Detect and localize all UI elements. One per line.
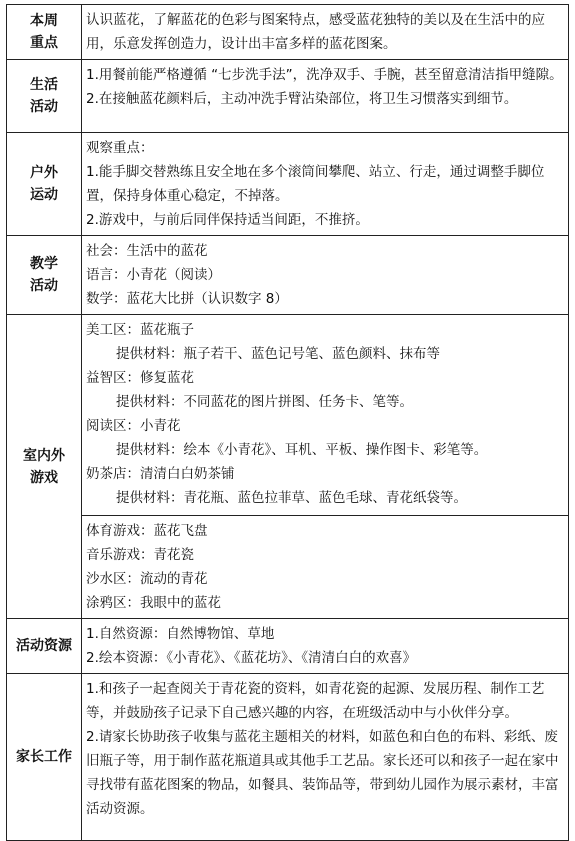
row-games-indoor <box>7 315 569 516</box>
row-content <box>82 133 569 236</box>
content-line: 1.自然资源：自然博物馆、草地 <box>86 626 275 642</box>
content-line: 2.绘本资源：《小青花》、《蓝花坊》、《清清白白的欢喜》 <box>86 650 417 666</box>
content-line: 2.请家长协助孩子收集与蓝花主题相关的材料，如蓝色和白色的布料、彩纸、废旧瓶子等，用于制作蓝花瓶道具或其他手工艺品。家长还可以和孩子一起在家中寻找带有蓝花图案的物品，如餐具、装饰品等，带到幼儿园作为展示素材，丰富活动资源。 <box>86 729 559 817</box>
heading-line: 生活 <box>30 77 58 93</box>
content-line: 社会：生活中的蓝花 <box>86 243 208 259</box>
content-line: 语言：小青花（阅读） <box>86 267 221 283</box>
row-games-outdoor <box>7 516 569 619</box>
heading-line: 本周 <box>30 13 58 29</box>
row-content <box>82 674 569 841</box>
heading-line: 重点 <box>30 35 58 51</box>
heading-line: 室内外 <box>23 447 65 464</box>
row-heading <box>7 236 82 315</box>
heading-line: 运动 <box>30 187 58 203</box>
heading-line: 游戏 <box>30 469 58 486</box>
heading-line: 家长工作 <box>16 749 72 765</box>
row-heading <box>7 133 82 236</box>
materials-line: 提供材料：绘本《小青花》、耳机、平板、操作图卡、彩笔等。 <box>116 442 488 458</box>
row-heading <box>7 674 82 841</box>
row-content <box>82 236 569 315</box>
materials-line: 提供材料：青花瓶、蓝色拉菲草、蓝色毛球、青花纸袋等。 <box>116 490 467 506</box>
row-heading <box>7 619 82 674</box>
row-heading <box>7 60 82 133</box>
content-line: 1.能手脚交替熟练且安全地在多个滚筒间攀爬、站立、行走，通过调整手脚位置，保持身体重心稳定，不掉落。 <box>86 164 545 204</box>
content-line: 认识蓝花，了解蓝花的色彩与图案特点，感受蓝花独特的美以及在生活中的应用，乐意发挥创造力，设计出丰富多样的蓝花图案。 <box>86 12 545 52</box>
content-line: 涂鸦区：我眼中的蓝花 <box>86 595 221 611</box>
content-line: 1.用餐前能严格遵循 “七步洗手法”，洗净双手、手腕，甚至留意清洁指甲缝隙。 <box>86 67 563 83</box>
weekly-plan-table <box>6 4 569 841</box>
row-teaching-activities <box>7 236 569 315</box>
row-daily-life <box>7 60 569 133</box>
content-line: 观察重点： <box>86 140 154 156</box>
indoor-games-content <box>82 315 569 516</box>
row-content <box>82 60 569 133</box>
content-line: 音乐游戏：青花瓷 <box>86 547 194 563</box>
area-line: 益智区：修复蓝花 <box>86 370 194 386</box>
content-line: 1.和孩子一起查阅关于青花瓷的资料，如青花瓷的起源、发展历程、制作工艺等，并鼓励孩子记录下自己感兴趣的内容，在班级活动中与小伙伴分享。 <box>86 681 545 721</box>
row-parent-work <box>7 674 569 841</box>
area-line: 阅读区：小青花 <box>86 418 181 434</box>
row-heading <box>7 5 82 60</box>
heading-line: 教学 <box>30 256 58 272</box>
heading-line: 户外 <box>30 165 58 181</box>
outdoor-games-content <box>82 516 569 619</box>
row-content <box>82 619 569 674</box>
row-outdoor-exercise <box>7 133 569 236</box>
heading-line: 活动资源 <box>16 638 72 654</box>
content-line: 2.游戏中，与前后同伴保持适当间距，不推挤。 <box>86 212 369 228</box>
content-line: 2.在接触蓝花颜料后，主动冲洗手臂沾染部位，将卫生习惯落实到细节。 <box>86 91 518 107</box>
heading-line: 活动 <box>30 278 58 294</box>
area-line: 美工区：蓝花瓶子 <box>86 322 194 338</box>
content-line: 体育游戏：蓝花飞盘 <box>86 523 208 539</box>
materials-line: 提供材料：不同蓝花的图片拼图、任务卡、笔等。 <box>116 394 413 410</box>
materials-line: 提供材料：瓶子若干、蓝色记号笔、蓝色颜料、抹布等 <box>116 346 440 362</box>
row-heading <box>7 315 82 619</box>
row-content <box>82 5 569 60</box>
heading-line: 活动 <box>30 99 58 115</box>
content-line: 沙水区：流动的青花 <box>86 571 208 587</box>
row-activity-resources <box>7 619 569 674</box>
content-line: 数学：蓝花大比拼（认识数字 8） <box>86 291 288 307</box>
row-weekly-focus <box>7 5 569 60</box>
area-line: 奶茶店：清清白白奶茶铺 <box>86 466 235 482</box>
